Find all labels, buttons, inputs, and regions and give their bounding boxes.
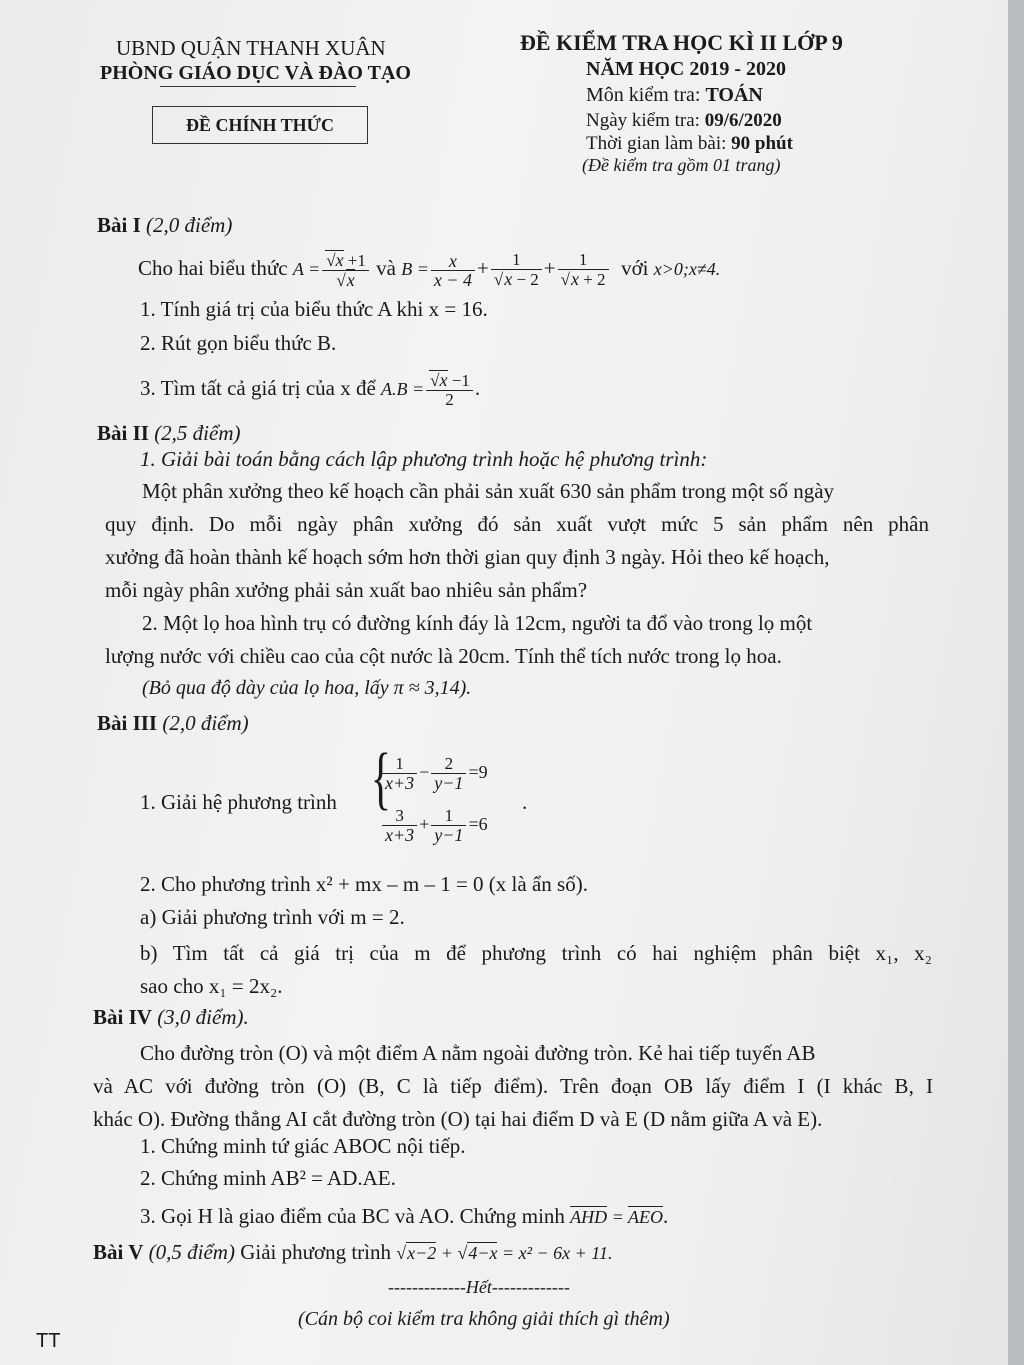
equation-system: $\frac{1}{x+3}$ − $\frac{2}{y-1}$ =9 $\frac{3}{x+3}$ + $\frac{1}{y-1}$ =6 xyxy=(380,746,488,850)
exam-title: ĐỀ KIỂM TRA HỌC KÌ II LỚP 9 xyxy=(520,30,843,55)
official-label: ĐỀ CHÍNH THỨC xyxy=(152,106,368,144)
bai4-body: Cho đường tròn (O) và một điểm A nằm ngoài đường tròn. Kẻ hai tiếp tuyến AB và AC với đường tròn (O) (B, C là tiếp điểm). Trên đoạn OB lấy điểm I (I khác B, I khác O). Đường thẳng AI cắt đường tròn (O) tại hai điểm D và E (D nằm giữa A và E). xyxy=(93,1041,933,1131)
date-line: Ngày kiểm tra: 09/6/2020 xyxy=(586,110,782,131)
bai1-heading: Bài I (2,0 điểm) xyxy=(97,213,233,237)
department-underline xyxy=(160,86,356,87)
bai4-heading: Bài IV (3,0 điểm). xyxy=(93,1005,249,1029)
pages-note: (Đề kiểm tra gồm 01 trang) xyxy=(582,155,781,175)
bai2-q1-body: Một phân xưởng theo kế hoạch cần phải sản xuất 630 sản phẩm trong một số ngày quy định. Do mỗi ngày phân xưởng đó sản xuất vượt mức 5 sản phẩm nên phân xưởng đã hoàn thành kế hoạch sớm hơn thời gian quy định 3 ngày. Hỏi theo kế hoạch, mỗi ngày phân xưởng phải sản xuất bao nhiêu sản phẩm? xyxy=(105,479,929,602)
bai3-q2: 2. Cho phương trình x² + mx – m – 1 = 0 (x là ẩn số). xyxy=(140,872,588,896)
subject-line: Môn kiểm tra: TOÁN xyxy=(586,84,763,106)
bai4-q2: 2. Chứng minh AB² = AD.AE. xyxy=(140,1166,396,1190)
bai3-q2b: b) Tìm tất cả giá trị của m để phương trình có hai nghiệm phân biệt x₁, x₂ sao cho x₁ = 2x₂. xyxy=(140,941,932,998)
bai2-q1-title: 1. Giải bài toán bằng cách lập phương trình hoặc hệ phương trình: xyxy=(140,447,708,471)
system-brace: { xyxy=(370,740,391,817)
bai2-q2-note: (Bỏ qua độ dày của lọ hoa, lấy π ≈ 3,14). xyxy=(142,677,472,699)
bai1-q3: 3. Tìm tất cả giá trị của x để A.B = $\frac{√x -1}{2}$ . xyxy=(140,370,481,410)
time-line: Thời gian làm bài: 90 phút xyxy=(586,133,793,154)
footer-note: (Cán bộ coi kiểm tra không giải thích gì thêm) xyxy=(298,1308,670,1330)
paper-edge xyxy=(1008,0,1024,1365)
bai1-q2: 2. Rút gọn biểu thức B. xyxy=(140,331,337,355)
bai3-q1: 1. Giải hệ phương trình xyxy=(140,790,337,814)
bai2-q2-body: 2. Một lọ hoa hình trụ có đường kính đáy là 12cm, người ta đổ vào trong lọ một lượng nước với chiều cao của cột nước là 20cm. Tính thể tích nước trong lọ hoa. xyxy=(105,611,813,668)
bai1-intro-line: Cho hai biểu thức A = $\frac{√x +1}{√x}$ và B = $\frac{x}{x - 4}$ + $\frac{1}{√x - 2}$ + $\frac{1}{√x + 2}$ với x>0;x≠4. xyxy=(138,249,721,290)
district-name: UBND QUẬN THANH XUÂN xyxy=(116,36,386,60)
bai4-q3: 3. Gọi H là giao điểm của BC và AO. Chứng minh AHD = AEO. xyxy=(140,1204,669,1228)
school-year: NĂM HỌC 2019 - 2020 xyxy=(586,58,786,80)
bai1-q1: 1. Tính giá trị của biểu thức A khi x = 16. xyxy=(140,297,488,321)
department-name: PHÒNG GIÁO DỤC VÀ ĐÀO TẠO xyxy=(100,62,411,84)
bai4-q1: 1. Chứng minh tứ giác ABOC nội tiếp. xyxy=(140,1134,466,1158)
bai5-line: Bài V (0,5 điểm) Giải phương trình √x−2 + √4−x = x² − 6x + 11. xyxy=(93,1240,613,1264)
bai2-heading: Bài II (2,5 điểm) xyxy=(97,421,241,445)
bai3-q2a: a) Giải phương trình với m = 2. xyxy=(140,905,405,929)
initials: TT xyxy=(36,1330,61,1352)
bai3-heading: Bài III (2,0 điểm) xyxy=(97,711,249,735)
end-marker: -------------Hết------------- xyxy=(388,1277,570,1297)
system-period: . xyxy=(522,790,528,814)
